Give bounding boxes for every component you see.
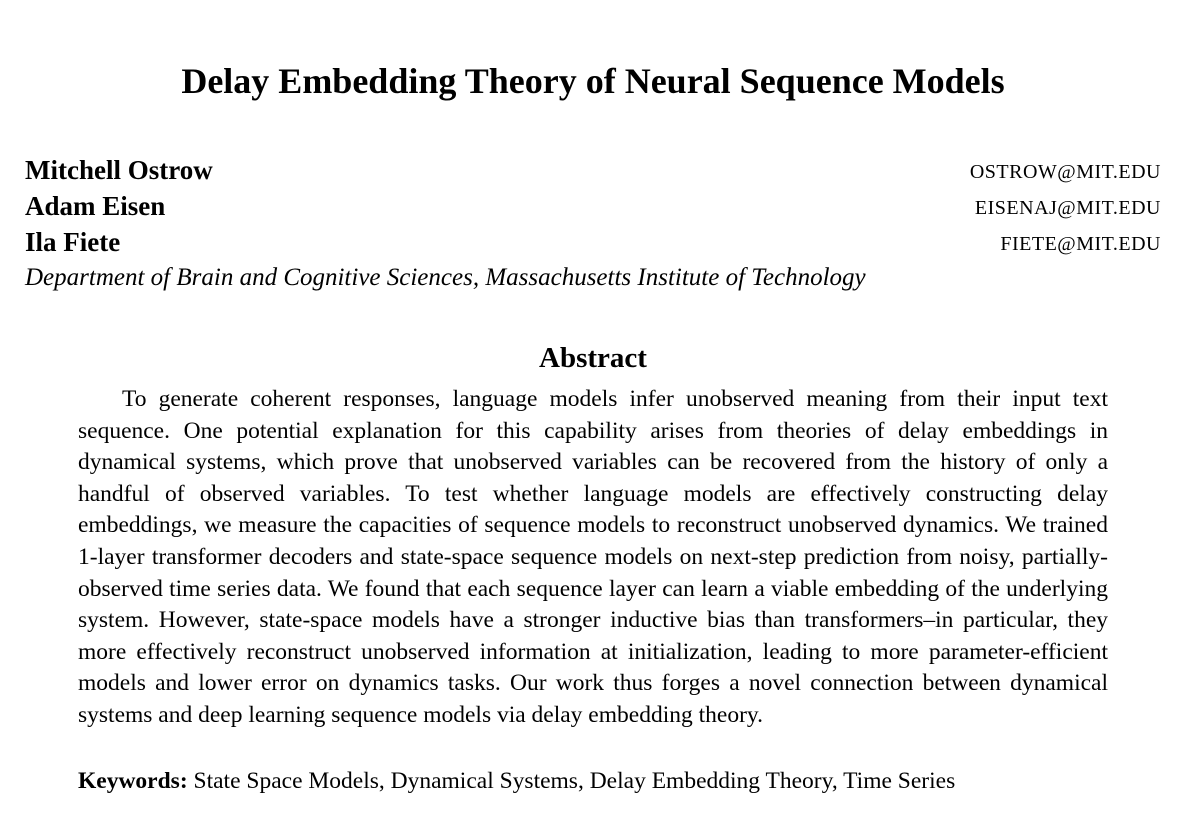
author-row <box>25 188 1161 224</box>
author-name: Adam Eisen <box>25 191 166 221</box>
keywords-label: Keywords: <box>78 768 188 794</box>
author-row <box>25 152 1161 188</box>
author-email: OSTROW@MIT.EDU <box>969 161 1161 183</box>
author-email: FIETE@MIT.EDU <box>1000 233 1161 255</box>
abstract-text: To generate coherent responses, language models infer unobserved meaning from their input text sequence. One potential explanation for this capability arises from theories of delay embeddings in dynamical systems, which prove that unobserved variables can be recovered from the history of only a handful of observed variables. To test whether language models are effectively constructing delay embeddings, we measure the capacities of sequence models to reconstruct unobserved dynamics. We trained 1-layer transformer decoders and state-space sequence models on next-step prediction from noisy, partially-observed time series data. We found that each sequence layer can learn a viable embedding of the underlying system. However, state-space models have a stronger inductive bias than transformers–in particular, they more effectively reconstruct unobserved information at initialization, leading to more parameter-efficient models and lower error on dynamics tasks. Our work thus forges a novel connection between dynamical systems and deep learning sequence models via delay embedding theory. <box>78 386 1108 728</box>
author-email: EISENAJ@MIT.EDU <box>974 197 1161 219</box>
keywords <box>78 764 1138 798</box>
author-block <box>25 152 1161 296</box>
paper-title: Delay Embedding Theory of Neural Sequence Models <box>181 61 1005 101</box>
author-name: Mitchell Ostrow <box>25 155 213 185</box>
author-row <box>25 224 1161 260</box>
author-name: Ila Fiete <box>25 227 121 257</box>
affiliation: Department of Brain and Cognitive Sciences, Massachusetts Institute of Technology <box>25 264 866 291</box>
abstract-heading: Abstract <box>539 342 647 374</box>
keywords-text: State Space Models, Dynamical Systems, Delay Embedding Theory, Time Series <box>193 768 956 794</box>
